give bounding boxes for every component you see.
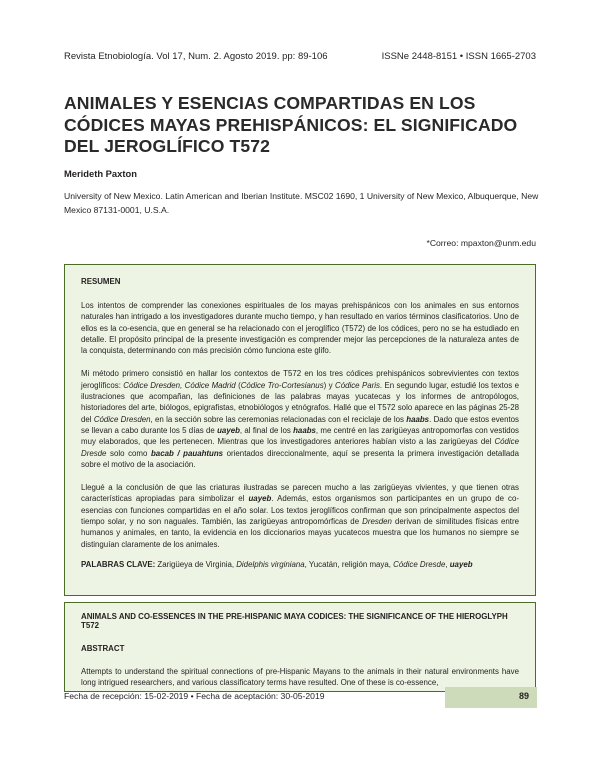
english-title: ANIMALS AND CO-ESSENCES IN THE PRE-HISPANIC MAYA CODICES: THE SIGNIFICANCE OF THE HIEROGLYPH T572 xyxy=(81,612,508,630)
author-affiliation: University of New Mexico. Latin American and Iberian Institute. MSC02 1690, 1 University of New Mexico, Albuquerque, New Mexico 87131-0001, U.S.A. xyxy=(64,191,539,215)
running-header xyxy=(64,51,536,65)
abstract-paragraph-1: Attempts to understand the spiritual connections of pre-Hispanic Mayans to the animals in their natural environments have long intrigued researchers, and various classificatory terms have resulted. One of these is co-essence, xyxy=(81,667,519,688)
page-number: 89 xyxy=(518,691,529,701)
resumen-paragraph-3: Llegué a la conclusión de que las criaturas ilustradas se parecen mucho a las zarigüeyas vivientes, y que tienen otras características apropiadas para simbolizar el uayeb. Además, estos organismos son participantes en un grupo de co-esencias con funciones compartidas en el año solar. Los textos jeroglíficos confirman que son principalmente aspectos del tiempo solar, y no son naguales. También, las zarigüeyas antropomórficas de Dresden derivan de similitudes físicas entre humanos y animales, en tanto, la evidencia en los diccionarios mayas yucatecos muestra que los humanos no siempre se distinguían claramente de los animales. xyxy=(81,483,519,549)
abstract-heading: ABSTRACT xyxy=(81,644,125,653)
resumen-paragraph-1: Los intentos de comprender las conexiones espirituales de los mayas prehispánicos con los animales en sus entornos naturales han intrigado a los investigadores durante mucho tiempo, y han resultado en varios términos clasificatorios. Uno de ellos es la co-esencia, que en general se ha relacionado con el jeroglífico (T572) de los códices, pero no se ha estudiado en detalle. El propósito principal de la presente investigación es comprender mejor las percepciones de la naturaleza antes de la conquista, determinando con más precisión cómo funciona este glifo. xyxy=(81,301,519,356)
resumen-box xyxy=(64,264,536,596)
resumen-paragraph-2: Mi método primero consistió en hallar los contextos de T572 en los tres códices prehispánicos sobrevivientes con textos jeroglíficos: Códice Dresden, Códice Madrid (Códice Tro-Cortesianus) y Códice Paris. En segundo lugar, estudié los textos e ilustraciones que acompañan, las definiciones de las palabras mayas yucatecas y los informes de antropólogos, historiadores del arte, biólogos, epigrafistas, etnobiólogos y etnógrafos. Hallé que el T572 solo aparece en las páginas 25-28 del Códice Dresden, en la sección sobre las ceremonias relacionadas con el reciclaje de los haabs. Dado que estos eventos se llevan a cabo durante los 5 días de uayeb, al final de los haabs, me centré en las zarigüeyas antropomorfas con vestidos muy elaborados, que les pertenecen. Mientras que los investigadores anteriores habían visto a las zarigüeyas del Códice Dresde solo como bacab / pauahtuns orientados direccionalmente, aquí se presenta la primera investigación detallada sobre el motivo de la asociación. xyxy=(81,369,519,469)
abstract-box xyxy=(64,602,536,692)
article-title: ANIMALES Y ESENCIAS COMPARTIDAS EN LOS CÓDICES MAYAS PREHISPÁNICOS: EL SIGNIFICADO DEL JEROGLÍFICO T572 xyxy=(64,93,518,156)
journal-citation: Revista Etnobiología. Vol 17, Num. 2. Agosto 2019. pp: 89-106 xyxy=(64,51,328,62)
resumen-heading: RESUMEN xyxy=(81,277,121,286)
author-name: Merideth Paxton xyxy=(64,168,137,179)
corresponding-email: *Correo: mpaxton@unm.edu xyxy=(426,238,536,248)
page-number-tab xyxy=(445,687,537,708)
keywords: PALABRAS CLAVE: Zarigüeya de Virginia, Didelphis virginiana, Yucatán, religión maya, Códice Dresde, uayeb xyxy=(81,559,473,569)
issn: ISSNe 2448-8151 • ISSN 1665-2703 xyxy=(381,51,536,62)
submission-dates: Fecha de recepción: 15-02-2019 • Fecha de aceptación: 30-05-2019 xyxy=(64,691,325,701)
